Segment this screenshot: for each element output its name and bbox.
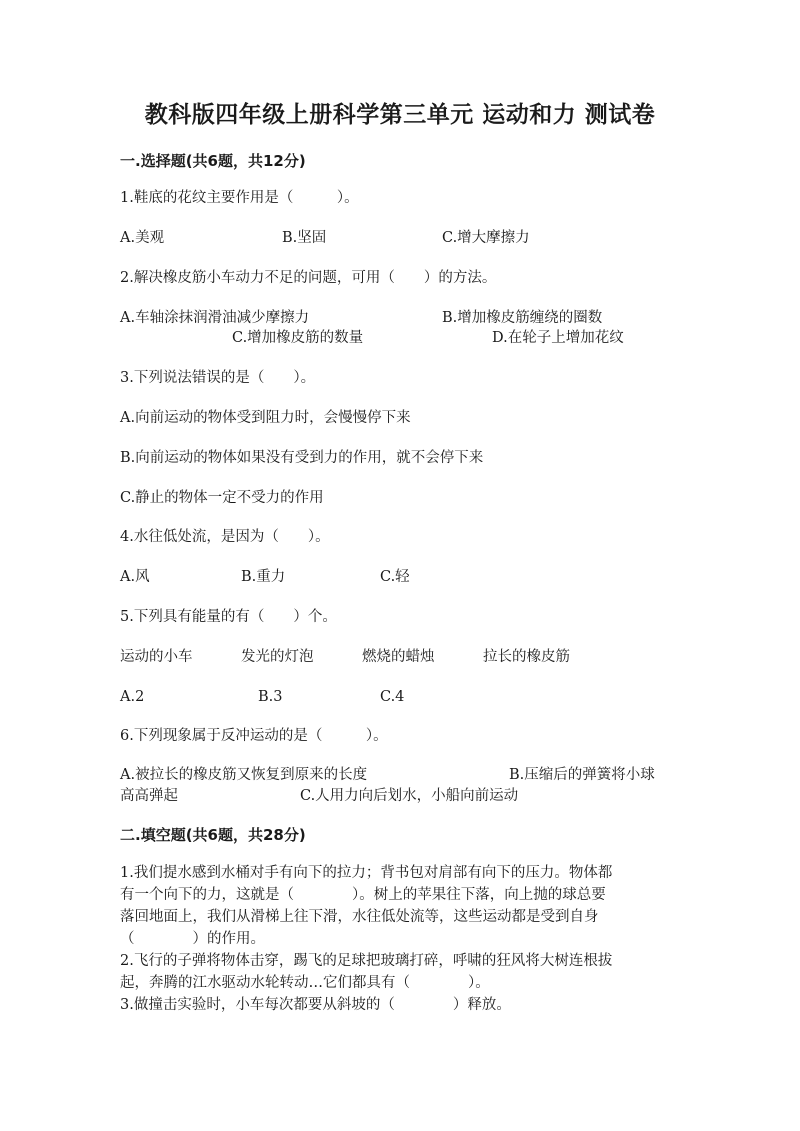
question-5-stem: 5.下列具有能量的有（ ）个。 bbox=[120, 609, 337, 625]
question-4-stem: 4.水往低处流，是因为（ ）。 bbox=[120, 529, 330, 545]
question-1-stem: 1.鞋底的花纹主要作用是（ ）。 bbox=[120, 190, 359, 206]
question-5-item: 运动的小车 bbox=[120, 649, 193, 665]
question-4-option-b: B.重力 bbox=[241, 569, 286, 585]
question-6-option-c: C.人用力向后划水，小船向前运动 bbox=[300, 788, 519, 804]
question-5-option-c: C.4 bbox=[380, 689, 405, 705]
question-6-stem: 6.下列现象属于反冲运动的是（ ）。 bbox=[120, 728, 388, 744]
question-6-option-a: A.被拉长的橡皮筋又恢复到原来的长度 bbox=[120, 767, 368, 783]
question-2-option-a: A.车轴涂抹润滑油减少摩擦力 bbox=[120, 310, 310, 326]
question-5-item: 拉长的橡皮筋 bbox=[483, 649, 570, 665]
question-2-option-b: B.增加橡皮筋缠绕的圈数 bbox=[442, 310, 603, 326]
question-3-stem: 3.下列说法错误的是（ ）。 bbox=[120, 370, 316, 386]
question-1-option-c: C.增大摩擦力 bbox=[442, 230, 530, 246]
section-heading-choice: 一.选择题(共6题，共12分) bbox=[120, 152, 306, 170]
fill-question-1-line: 1.我们提水感到水桶对手有向下的拉力；背书包对肩部有向下的压力。物体都 bbox=[120, 865, 613, 881]
question-5-option-a: A.2 bbox=[120, 689, 145, 705]
fill-question-1-line: 落回地面上，我们从滑梯上往下滑，水往低处流等，这些运动都是受到自身 bbox=[120, 909, 599, 925]
question-2-stem: 2.解决橡皮筋小车动力不足的问题，可用（ ）的方法。 bbox=[120, 270, 497, 286]
question-3-option-a: A.向前运动的物体受到阻力时，会慢慢停下来 bbox=[120, 410, 411, 426]
fill-question-1-line: 有一个向下的力，这就是（ ）。树上的苹果往下落，向上抛的球总要 bbox=[120, 887, 606, 903]
question-5-item: 发光的灯泡 bbox=[241, 649, 314, 665]
question-1-option-a: A.美观 bbox=[120, 230, 165, 246]
question-1-option-b: B.坚固 bbox=[282, 230, 327, 246]
fill-question-3: 3.做撞击实验时，小车每次都要从斜坡的（ ）释放。 bbox=[120, 997, 511, 1013]
question-2-option-d: D.在轮子上增加花纹 bbox=[492, 330, 624, 346]
question-3-option-b: B.向前运动的物体如果没有受到力的作用，就不会停下来 bbox=[120, 450, 484, 466]
question-5-option-b: B.3 bbox=[258, 689, 283, 705]
fill-question-1-line: （ ）的作用。 bbox=[120, 931, 265, 947]
question-2-option-c: C.增加橡皮筋的数量 bbox=[232, 330, 364, 346]
fill-question-2-line: 2.飞行的子弹将物体击穿，踢飞的足球把玻璃打碎，呼啸的狂风将大树连根拔 bbox=[120, 953, 613, 969]
fill-question-2-line: 起，奔腾的江水驱动水轮转动…它们都具有（ ）。 bbox=[120, 975, 490, 991]
page-title: 教科版四年级上册科学第三单元 运动和力 测试卷 bbox=[144, 102, 656, 128]
question-3-option-c: C.静止的物体一定不受力的作用 bbox=[120, 490, 324, 506]
question-4-option-a: A.风 bbox=[120, 569, 150, 585]
question-6-option-b-continued: 高高弹起 bbox=[120, 788, 178, 804]
question-4-option-c: C.轻 bbox=[380, 569, 410, 585]
section-heading-fill-in: 二.填空题(共6题，共28分) bbox=[120, 826, 306, 844]
question-6-option-b: B.压缩后的弹簧将小球 bbox=[509, 767, 655, 783]
question-5-item: 燃烧的蜡烛 bbox=[362, 649, 435, 665]
